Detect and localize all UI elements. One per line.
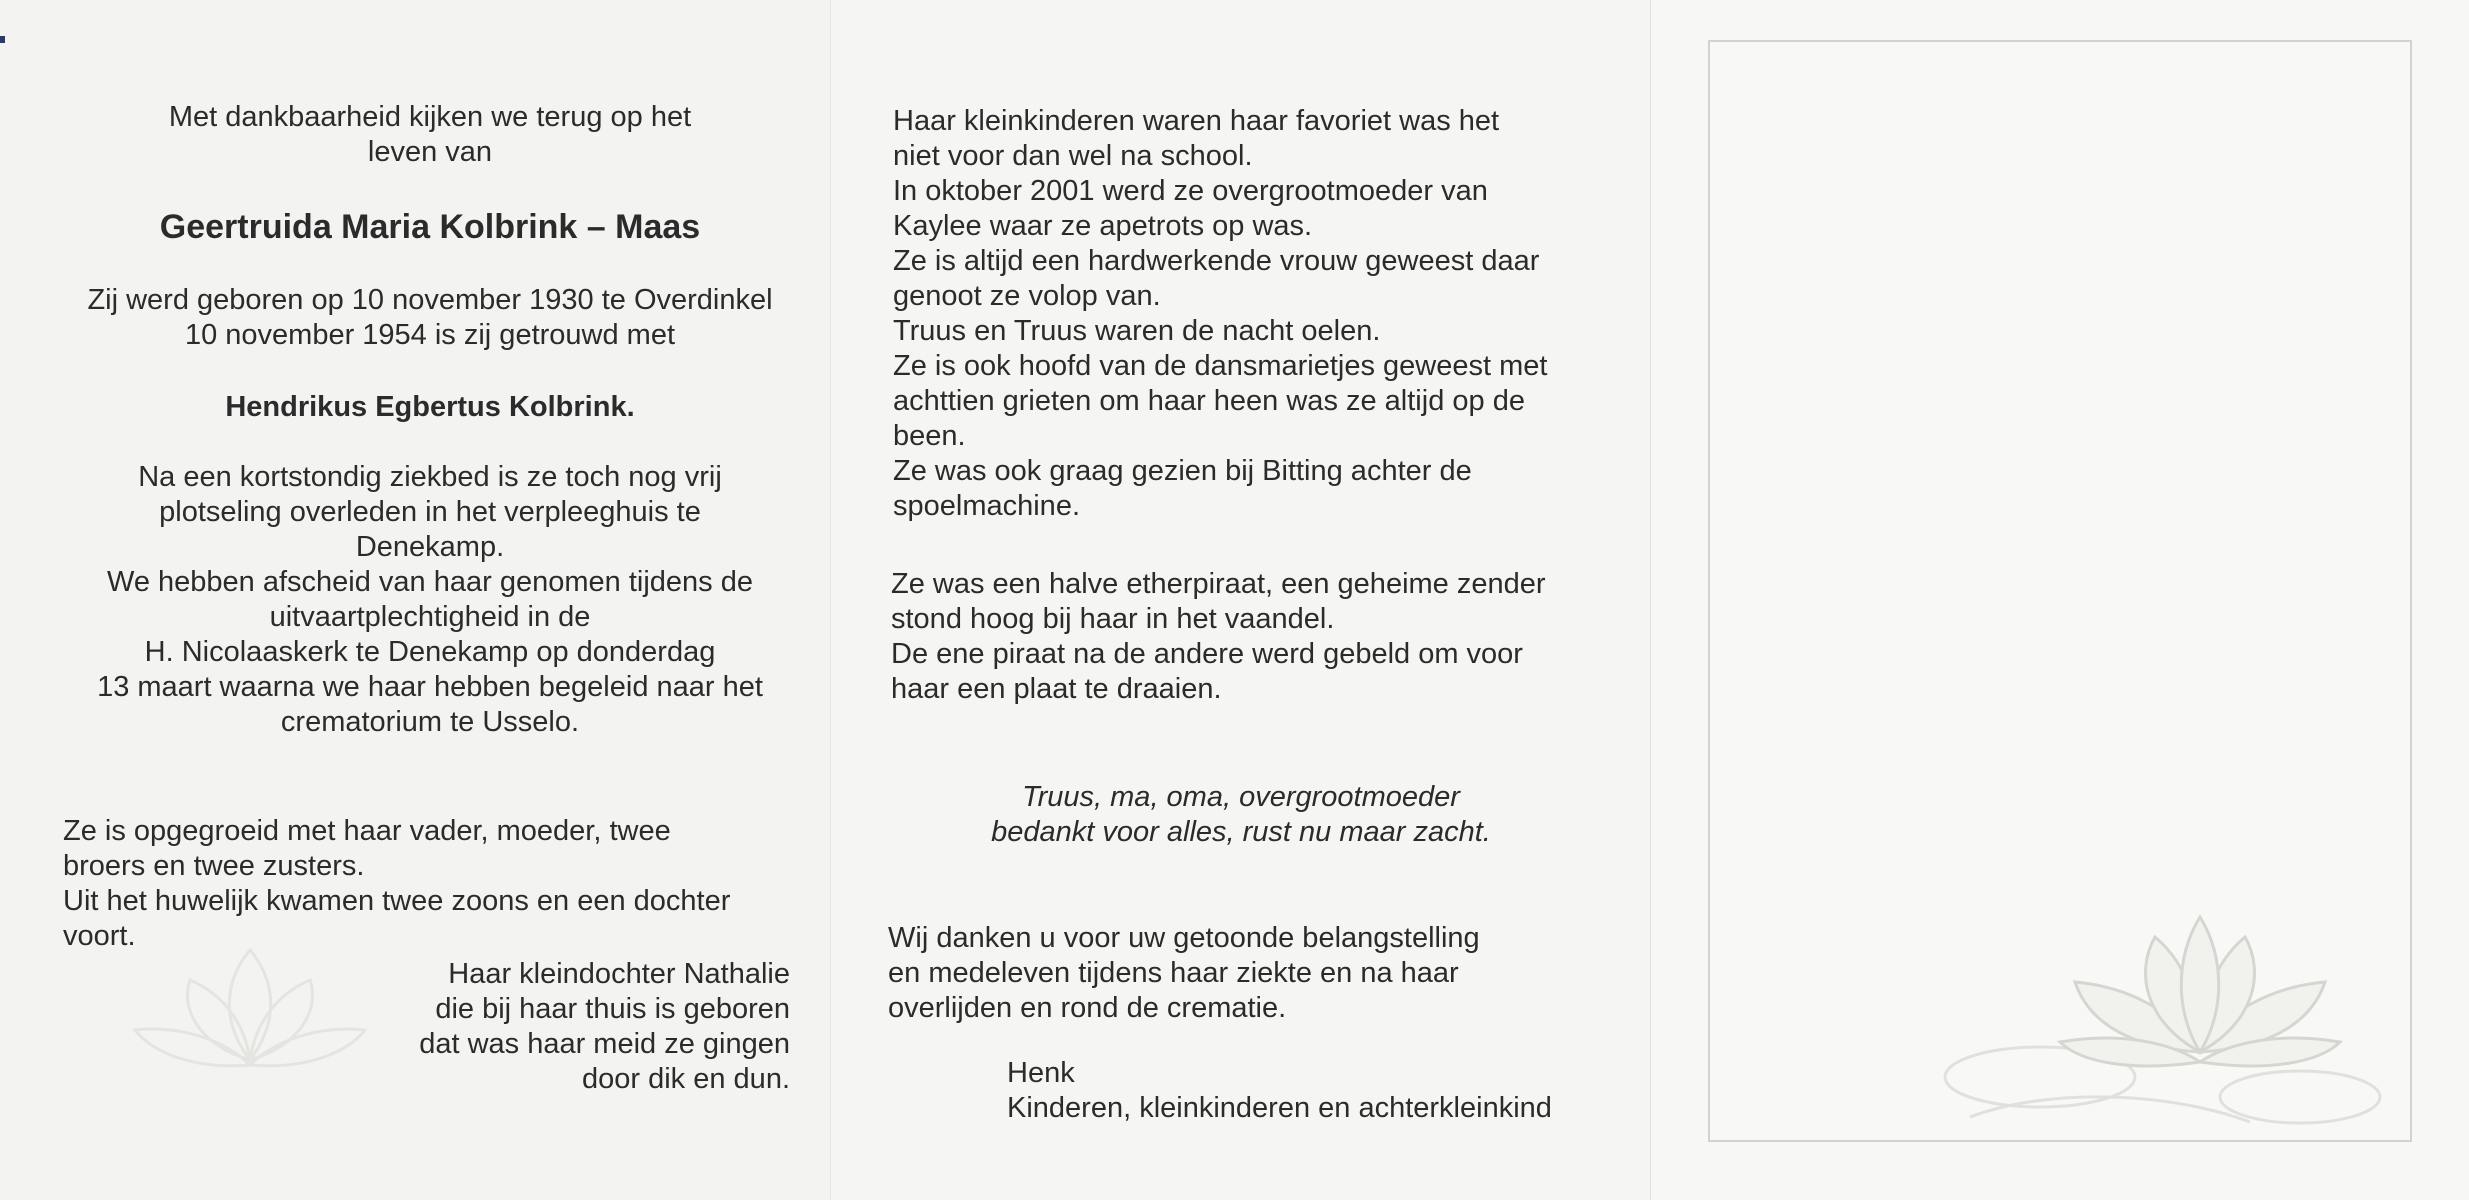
farewell-text: Truus, ma, oma, overgrootmoeder bedankt voor alles, rust nu maar zacht. [991, 781, 1491, 848]
lotus-flower-icon [1910, 902, 2390, 1132]
deceased-name: Geertruida Maria Kolbrink – Maas [159, 208, 701, 246]
photo-frame [1708, 40, 2412, 1142]
granddaughter-text: Haar kleindochter Nathalie die bij haar thuis is geboren dat was haar meid ze gingen door dik en dun. [419, 958, 790, 1095]
life-text: Haar kleinkinderen waren haar favoriet was het niet voor dan wel na school. In oktober 2001 werd ze overgrootmoeder van Kaylee waar ze apetrots op was. Ze is altijd een hardwerkende vrouw geweest daar genoot ze volop van. Truus en Truus waren de nacht oelen. Ze is ook hoofd van de dansmarietjes geweest met achttien grieten om haar heen was ze altijd op de been. Ze was ook graag gezien bij Bitting achter de spoelmachine. [893, 105, 1548, 522]
intro-text: Met dankbaarheid kijken we terug op het leven van [168, 101, 692, 168]
family-text: Ze is opgegroeid met haar vader, moeder, twee broers en twee zusters. Uit het huwelijk kwamen twee zoons en een dochter voort. [63, 815, 731, 952]
scan-mark [0, 36, 5, 43]
passing-text: Na een kortstondig ziekbed is ze toch nog vrij plotseling overleden in het verpleeghuis te Denekamp. We hebben afscheid van haar genomen tijdens de uitvaartplechtigheid in de H. Nicolaaskerk te Denekamp op donderdag 13 maart waarna we haar hebben begeleid naar het crematorium te Usselo. [97, 461, 763, 738]
birth-marriage-text: Zij werd geboren op 10 november 1930 te Overdinkel 10 november 1954 is zij getrouwd met [87, 284, 773, 351]
radio-text: Ze was een halve etherpiraat, een geheime zender stond hoog bij haar in het vaandel. De ene piraat na de andere werd gebeld om voor haar een plaat te draaien. [891, 568, 1546, 705]
card-middle-panel [830, 0, 1651, 1200]
signature-text: Henk Kinderen, kleinkinderen en achterkleinkind [1007, 1057, 1552, 1124]
thanks-text: Wij danken u voor uw getoonde belangstelling en medeleven tijdens haar ziekte en na haar overlijden en rond de crematie. [888, 922, 1480, 1024]
spouse-name: Hendrikus Egbertus Kolbrink. [225, 391, 635, 423]
card-left-panel [0, 0, 830, 1200]
